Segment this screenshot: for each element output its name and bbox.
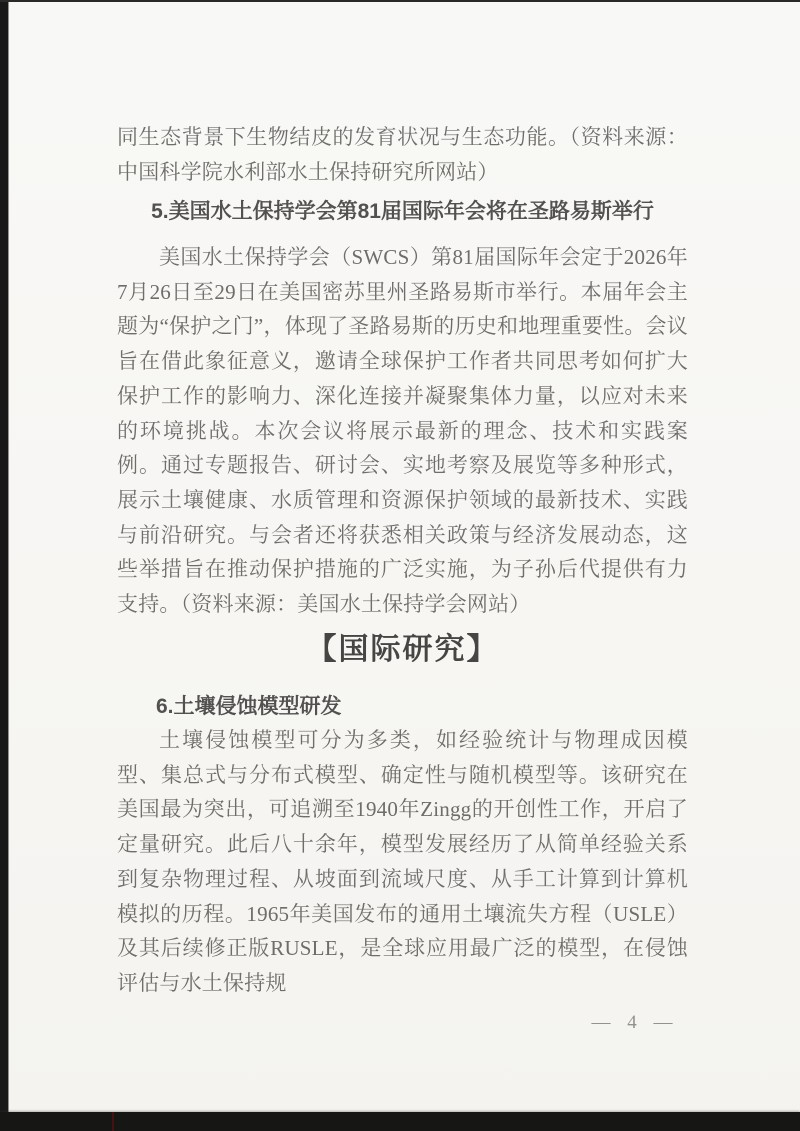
section-heading-international-research: 【国际研究】 bbox=[306, 633, 499, 666]
item-5-heading: 5.美国水土保持学会第81届国际年会将在圣路易斯举行 bbox=[151, 200, 654, 223]
page-number: — 4 — bbox=[591, 1012, 679, 1033]
scan-artifact-line bbox=[112, 1112, 114, 1131]
document-content bbox=[117, 0, 688, 1112]
item-5-body: 美国水土保持学会（SWCS）第81届国际年会定于2026年7月26日至29日在美国密苏里州圣路易斯市举行。本届年会主题为“保护之门”，体现了圣路易斯的历史和地理重要性。会议旨在借此象征意义，邀请全球保护工作者共同思考如何扩大保护工作的影响力、深化连接并凝聚集体力量，以应对未来的环境挑战。本次会议将展示最新的理念、技术和实践案例。通过专题报告、研讨会、实地考察及展览等多种形式，展示土壤健康、水质管理和资源保护领域的最新技术、实践与前沿研究。与会者还将获悉相关政策与经济发展动态，这些举措旨在推动保护措施的广泛实施，为子孙后代提供有力支持。（资料来源：美国水土保持学会网站） bbox=[117, 245, 688, 617]
paragraph-continuation: 同生态背景下生物结皮的发育状况与生态功能。（资料来源：中国科学院水利部水土保持研究所网站） bbox=[117, 125, 688, 184]
scan-edge-left bbox=[0, 0, 8, 1131]
scan-edge-bottom bbox=[0, 1112, 800, 1131]
item-6-heading: 6.土壤侵蚀模型研发 bbox=[156, 695, 342, 718]
item-6-body: 土壤侵蚀模型可分为多类，如经验统计与物理成因模型、集总式与分布式模型、确定性与随机模型等。该研究在美国最为突出，可追溯至1940年Zingg的开创性工作，开启了定量研究。此后八十余年，模型发展经历了从简单经验关系到复杂物理过程、从坡面到流域尺度、从手工计算到计算机模拟的历程。1965年美国发布的通用土壤流失方程（USLE）及其后续修正版RUSLE，是全球应用最广泛的模型，在侵蚀评估与水土保持规 bbox=[117, 728, 688, 995]
